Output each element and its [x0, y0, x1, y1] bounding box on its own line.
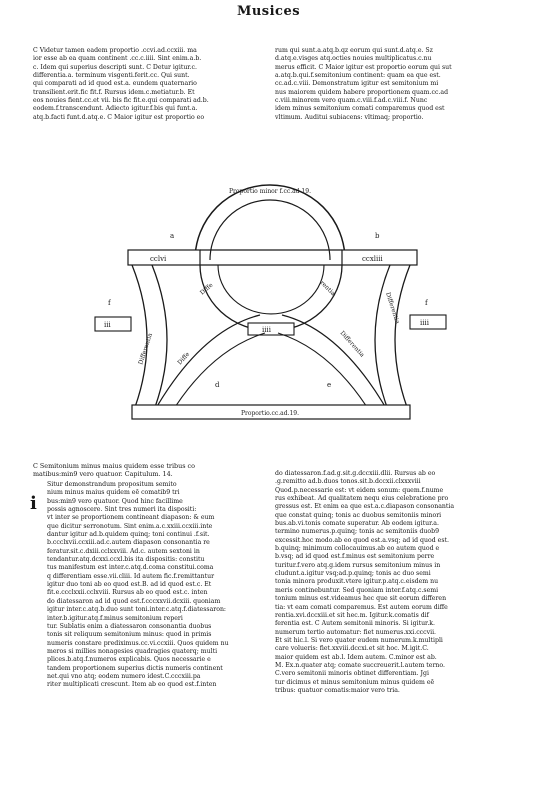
- band-left-label: Differentia: [137, 332, 155, 366]
- arc-top-label: Proportio minor f.cc.ad 19.: [229, 188, 311, 195]
- letter-f-right: f: [425, 299, 428, 307]
- letter-a: a: [170, 232, 175, 240]
- letter-f-left: f: [108, 299, 111, 307]
- inner-right-label: rentia: [318, 279, 337, 298]
- initial-letter: i: [30, 493, 37, 514]
- letter-d: d: [215, 381, 220, 389]
- left-box-label: cclvi: [150, 255, 167, 263]
- letter-b: b: [375, 232, 380, 240]
- chapter-heading: C Semitonium minus maius quidem esse tribus co matibus:min9 vero quatuor. Capitulum. 14.: [33, 462, 195, 478]
- lower-right-label: Differentia: [338, 329, 366, 359]
- inner-left-label: Diffe: [198, 281, 215, 297]
- right-small-box-label: iiii: [420, 319, 429, 327]
- lower-left-label: Diffe: [176, 350, 192, 367]
- top-left-column: C Videtur tamen eadem proportio .ccvi.ad.ccxiii. ma ior esse ab ea quam continent .cc.c.iiii. Sint enim.a.b. c. Idem qui superius descripti sunt. C Detur igitur.c. differentia.a. terminum visgenti.ferit.cc. Qui sunt. qui comparati ad id quod est.a. eundem quaternario transilient.erit.fic fit.f. Rursus idem.c.metiatur.b. Et eos nouies fient.cc.et vii. bis fic fit.e.qui comparati ad.b. eodem.f.transcendunt. Adiecto igitur.f.bis qui funt.a. atq.b.facti funt.d.atq.e. C Maior igitur est proportio eo: [33, 47, 209, 121]
- proportion-diagram: [90, 165, 450, 455]
- bottom-right-column: do diatessaron.f.ad.g.sit.g.dccxiii.dlii. Rursus ab eo .g.remitto ad.b.duos tonos.sit.b.dccxii.clxxxviii Quod.p.necessarie est: vt eidem sonum: quem.f.nume rus exhibeat. Ad qualitatem nequ eius celebratione pro gressus est. Et enim ea que est.a.c.diapason consonantia que constat quinq; tonis ac duobus semitoniis minori bus.ab.vi.tonis comate superatur. Ab eodem igitur.a. termino numerus.p.quinq; tonis ac semitoniis duob9 excessit.hoc modo.ab eo quod est.a.vsq; ad id quod est. b.quinq; minimum collocauimus.ab eo autem quod e b.vsq; ad id quod est.f.minus est semitonium perre turitur.f.vero atq.g.idem rursus semitonium minus in cludunt.a.igitur vsq;ad.p.quinq; tonis ac duo semi tonia minora produxit.vtere igitur.p.atq.c.eisdem nu meris continebuntur. Sed quoniam inter.f.atq.c.semi tonium minus est.videamus hec que sit eorum differen tia: vt eam comati comparemus. Est autem eorum diffe rentia.xvi.dccxiii.et sit hec.m. Igitur.k.comatis dif ferentia est. C Autem semitonii minoris. Si igitur.k. numerum tertio automatur: fiet numerus.xxi.cccvii. Et sit hic.l. Si vero quater eudem numerum.k.multipli care volueris: fiet.xxviii.dccxi.et sit hoc. M.igit.C. maior quidem est ab.l. Idem autem. C.minor est ab. M. Ex.n.quater atq; comate succreuerit.l.autem terno. C.vero semitonii minoris obtinet differentiam. Jgi tur dicimus et minus semitonium minus quidem eē tribus: quatuor comatis:maior vero tria.: [275, 470, 455, 694]
- left-small-box-label: iii: [104, 321, 111, 329]
- bottom-left-column: Situr demonstrandum propositum semito nium minus maius quidem eē comatib9 tri bus:min9 vero quatuor. Quod hinc facillime possis agnoscere. Sint tres numeri ita dispositi: vt inter se proportionem contineant diapason: & eum que dicitur serronotum. Sint enim.a.c.xxiii.ccxiii.inte dantur igitur ad.b.quidem quinq; toni continui .f.sit. b.ccclxvii.ccxiii.ad.c.autem diapason consonantia re feratur.sit.c.dxiii.cclxxviii. Ad.c. autem sextoni in tendantur.atq.dcxxi.ccxl.bis ita dispositis: constitu tus manifestum est inter.c.atq.d.coma constitui.coma q differentiam esse.vii.cliii. Id autem fic.f.remittantur igitur duo toni ab eo quod est.B. ad id quod est.c. Et fit.e.ccclxxii.cclxviii. Rursus ab eo quod est.c. inten do diatessaron ad id quod est.f.cccxxvii.dcxiii. quoniam igitur inter.c.atq.b.duo sunt toni.inter.c.atq.f.diatessaron: inter.b.igitur.atq.f.minus semitonium reperi tur. Sublatis enim a diatessaron consonantia duobus tonis sit reliquum semitonium minus: quod in primis numeris constare prediximus.cc.vi.ccxiii. Quos quidem nu meros si millies nonagesies quadragies quaterq; multi plices.b.atq.f.numeros explicabis. Quos necessarie e tandem proportionem superius dictis numeris continent net.qui vno atq; eodem numero idest.C.cccxiii.pa riter multiplicati crescunt. Item ab eo quod est.f.inten: [47, 481, 229, 689]
- center-box-label: iiii: [262, 326, 271, 334]
- top-right-column: rum qui sunt.a.atq.b.qz eorum qui sunt.d.atq.e. Sz d.atq.e.visges atq.octies nouies multiplicatus.c.nu merus efficit. C Maior igitur est proportio eorum qui sut a.atq.b.qui.f.semitonium continent: quam ea que est. cc.ad.c.viii. Demonstratum igitur est semitonium mi nus maiorem quidem habere proportionem quam.cc.ad c.viii.minorem vero quam.c.viii.f.ad.c.viii.f. Nunc idem minus semitonium comati comparemus quod est vltimum. Auditui subiacens: vltimaq; proportio.: [275, 47, 452, 121]
- band-right-label: Differentia: [384, 291, 401, 325]
- arc-bottom-label: Proportio.cc.ad.19.: [240, 410, 300, 417]
- page-header: Musices: [236, 4, 301, 19]
- right-box-label: ccxliii: [362, 255, 383, 263]
- letter-e: e: [327, 381, 332, 389]
